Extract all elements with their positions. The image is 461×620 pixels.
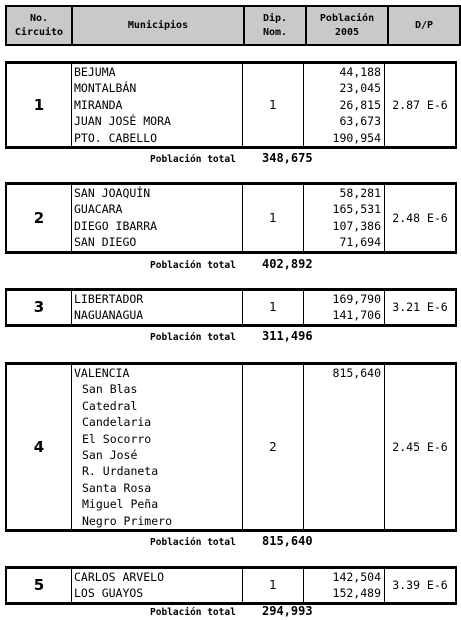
circuit-number: 5 (6, 568, 72, 604)
header-circuito: No. Circuito (6, 6, 72, 45)
total-label: Población total (150, 537, 236, 548)
poblacion-value: 141,706 (332, 308, 381, 323)
municipios-cell (72, 63, 243, 148)
total-label: Población total (150, 332, 236, 343)
header-row (5, 5, 461, 46)
dp-ratio-cell: 3.21 E-6 (385, 290, 457, 326)
parroquia: San Blas (82, 382, 138, 397)
header-poblacion: Población 2005 (306, 6, 388, 45)
parroquia: Santa Rosa (82, 480, 152, 495)
municipio: LIBERTADOR (74, 292, 144, 306)
dp-ratio-cell: 2.48 E-6 (385, 184, 457, 253)
total-value: 311,496 (262, 329, 313, 343)
poblacion-cell (304, 364, 385, 531)
dp-ratio-cell: 3.39 E-6 (385, 568, 457, 604)
poblacion-cell (304, 184, 385, 253)
circuit-number: 3 (6, 290, 72, 326)
circuit-5-table (5, 566, 457, 605)
diputados-cell: 1 (243, 184, 304, 253)
total-label: Población total (150, 260, 236, 271)
diputados-cell: 1 (243, 63, 304, 148)
municipio: SAN JOAQUÍN (74, 186, 151, 200)
header-dip-nom: Dip. Nom. (244, 6, 306, 45)
municipio: GUACARA (74, 202, 123, 217)
municipio: JUAN JOSÉ MORA (74, 114, 171, 129)
poblacion-value: 71,694 (339, 235, 381, 250)
diputados-cell: 1 (243, 290, 304, 326)
poblacion-cell (304, 63, 385, 148)
municipio: SAN DIEGO (74, 235, 137, 250)
poblacion-value: 44,188 (339, 65, 381, 79)
poblacion-value: 23,045 (339, 81, 381, 96)
municipio: MIRANDA (74, 97, 123, 112)
poblacion-cell (304, 290, 385, 326)
municipios-cell (72, 184, 243, 253)
poblacion-value: 26,815 (339, 97, 381, 112)
municipio: DIEGO IBARRA (74, 218, 158, 233)
municipio: VALENCIA (74, 366, 130, 380)
circuit-1-table (5, 61, 457, 149)
circuit-5-total (150, 603, 330, 617)
diputados-cell: 1 (243, 568, 304, 604)
municipio: BEJUMA (74, 65, 116, 79)
total-value: 294,993 (262, 604, 313, 618)
parroquia: El Socorro (82, 431, 152, 446)
circuit-number: 4 (6, 364, 72, 531)
dp-ratio-cell: 2.45 E-6 (385, 364, 457, 531)
municipio: NAGUANAGUA (74, 308, 144, 323)
parroquia: Miguel Peña (82, 497, 159, 512)
total-value: 815,640 (262, 534, 313, 548)
circuit-number: 2 (6, 184, 72, 253)
poblacion-value: 169,790 (332, 292, 381, 306)
municipios-cell (72, 290, 243, 326)
poblacion-value: 58,281 (339, 186, 381, 200)
total-value: 402,892 (262, 257, 313, 271)
circuit-4-total (150, 533, 330, 547)
poblacion-value: 190,954 (332, 130, 381, 145)
parroquia: Candelaria (82, 415, 152, 430)
circuit-3-table (5, 288, 457, 327)
parroquia: San José (82, 447, 138, 462)
municipio: LOS GUAYOS (74, 586, 144, 601)
municipio: PTO. CABELLO (74, 130, 158, 145)
diputados-cell: 2 (243, 364, 304, 531)
municipio: MONTALBÁN (74, 81, 137, 96)
poblacion-value: 142,504 (332, 570, 381, 584)
total-label: Población total (150, 154, 236, 165)
circuit-2-table (5, 182, 457, 254)
poblacion-cell (304, 568, 385, 604)
circuit-number: 1 (6, 63, 72, 148)
total-label: Población total (150, 607, 236, 618)
poblacion-value: 152,489 (332, 586, 381, 601)
circuit-1-total (150, 150, 330, 164)
parroquia: R. Urdaneta (82, 464, 159, 479)
header-dp: D/P (388, 6, 460, 45)
parroquia: Catedral (82, 398, 138, 413)
municipios-cell (72, 568, 243, 604)
municipios-cell (72, 364, 243, 531)
poblacion-value: 63,673 (339, 114, 381, 129)
circuit-2-total (150, 256, 330, 270)
poblacion-value: 107,386 (332, 218, 381, 233)
circuit-3-total (150, 328, 330, 342)
circuit-4-table (5, 362, 457, 532)
parroquia: Negro Primero (82, 513, 173, 528)
municipio: CARLOS ARVELO (74, 570, 165, 584)
dp-ratio-cell: 2.87 E-6 (385, 63, 457, 148)
poblacion-value: 165,531 (332, 202, 381, 217)
poblacion-value: 815,640 (332, 366, 381, 380)
header-municipios: Municipios (72, 6, 244, 45)
total-value: 348,675 (262, 151, 313, 165)
